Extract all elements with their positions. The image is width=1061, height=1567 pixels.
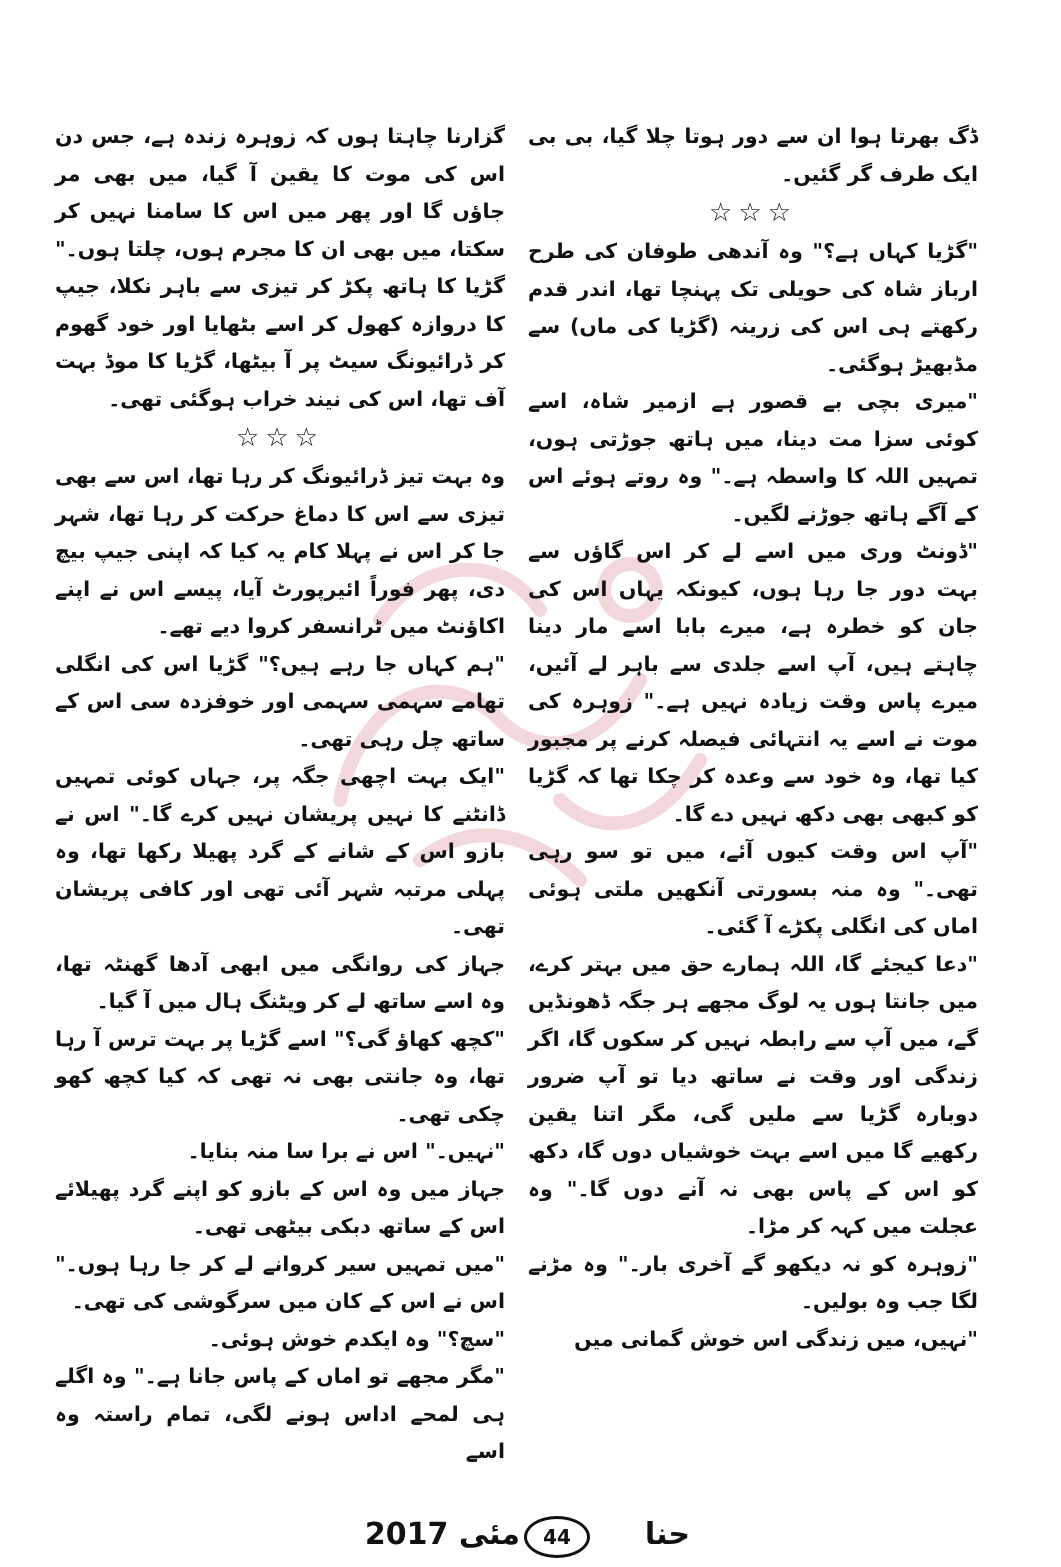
paragraph: وہ بہت تیز ڈرائیونگ کر رہا تھا، اس سے بھی تیزی سے اس کا دماغ حرکت کر رہا تھا، شہر جا کر اس نے پہلا کام یہ کیا کہ اپنی جیپ بیچ دی، پھر فوراً ائیرپورٹ آیا، پیسے اس نے اپنے اکاؤنٹ میں ٹرانسفر کروا دیے تھے۔ (55, 464, 505, 638)
paragraph: "دعا کیجئے گا، اللہ ہمارے حق میں بہتر کرے، میں جانتا ہوں یہ لوگ مجھے ہر جگہ ڈھونڈیں گے، میں آپ سے رابطہ نہیں کر سکوں گا، اگر زندگی اور وقت نے ساتھ دیا تو آپ ضرور دوبارہ گڑیا سے ملیں گی، مگر اتنا یقین رکھیے گا میں اسے بہت خوشیاں دوں گا، دکھ کو اس کے پاس بھی نہ آنے دوں گا۔" وہ عجلت میں کہہ کر مڑا۔ (528, 951, 978, 1238)
paragraph: "ایک بہت اچھی جگہ پر، جہاں کوئی تمہیں ڈانٹنے کا نہیں پریشان نہیں کرے گا۔" اس نے بازو اس کے شانے کے گرد پھیلا رکھا تھا، وہ پہلی مرتبہ شہر آئی تھی اور کافی پریشان تھی۔ (55, 764, 505, 938)
section-divider-stars: ☆☆☆ (236, 423, 324, 453)
paragraph: "نہیں، میں زندگی اس خوش گمانی میں (574, 1326, 978, 1351)
page-number: 44 (524, 1516, 590, 1558)
issue-date: مئی 2017 (364, 1517, 520, 1552)
section-divider-stars: ☆☆☆ (709, 198, 797, 228)
paragraph: "ہم کہاں جا رہے ہیں؟" گڑیا اس کی انگلی تھامے سہمی سہمی اور خوفزدہ سی اس کے ساتھ چل رہی تھی۔ (55, 651, 505, 751)
paragraph: "گڑیا کہاں ہے؟" وہ آندھی طوفان کی طرح ارباز شاہ کی حویلی تک پہنچا تھا، اندر قدم رکھتے ہی اس کی زرینہ (گڑیا کی ماں) سے مڈبھیڑ ہوگئی۔ (528, 239, 978, 376)
paragraph: "کچھ کھاؤ گی؟" اسے گڑیا پر بہت ترس آ رہا تھا، وہ جانتی بھی نہ تھی کہ کیا کچھ کھو چکی تھی۔ (55, 1026, 505, 1126)
paragraph: گزارنا چاہتا ہوں کہ زوہرہ زندہ ہے، جس دن اس کی موت کا یقین آ گیا، میں بھی مر جاؤں گا اور پھر میں اس کا سامنا نہیں کر سکتا، میں بھی ان کا مجرم ہوں، چلتا ہوں۔" گڑیا کا ہاتھ پکڑ کر تیزی سے باہر نکلا، جیپ کا دروازہ کھول کر اسے بٹھایا اور خود گھوم کر ڈرائیونگ سیٹ پر آ بیٹھا، گڑیا کا موڈ بہت آف تھا، اس کی نیند خراب ہوگئی تھی۔ (55, 124, 505, 411)
paragraph: ڈگ بھرتا ہوا ان سے دور ہوتا چلا گیا، بی بی ایک طرف گر گئیں۔ (528, 124, 978, 186)
paragraph: "میں تمہیں سیر کروانے لے کر جا رہا ہوں۔" اس نے اس کے کان میں سرگوشی کی تھی۔ (55, 1251, 505, 1313)
magazine-name: حنا (644, 1517, 690, 1552)
paragraph: "مگر مجھے تو اماں کے پاس جانا ہے۔" وہ اگلے ہی لمحے اداس ہونے لگی، تمام راستہ وہ اسے (55, 1364, 505, 1463)
paragraph: "میری بچی بے قصور ہے ازمیر شاہ، اسے کوئی سزا مت دینا، میں ہاتھ جوڑتی ہوں، تمہیں اللہ کا واسطہ ہے۔" وہ روتے ہوئے اس کے آگے ہاتھ جوڑنے لگیں۔ (528, 389, 978, 526)
page-footer (360, 1514, 690, 1558)
paragraph: جہاز میں وہ اس کے بازو کو اپنے گرد پھیلائے اس کے ساتھ دبکی بیٹھی تھی۔ (55, 1176, 505, 1238)
paragraph: "نہیں۔" اس نے برا سا منہ بنایا۔ (187, 1139, 505, 1163)
paragraph: جہاز کی روانگی میں ابھی آدھا گھنٹہ تھا، وہ اسے ساتھ لے کر ویٹنگ ہال میں آ گیا۔ (55, 951, 505, 1013)
left-column (55, 118, 505, 1471)
paragraph: "سچ؟" وہ ایکدم خوش ہوئی۔ (208, 1326, 505, 1351)
paragraph: "ڈونٹ وری میں اسے لے کر اس گاؤں سے بہت دور جا رہا ہوں، کیونکہ یہاں اس کی جان کو خطرہ ہے، میرے بابا اسے مار دینا چاہتے ہیں، آپ اسے جلدی سے باہر لے آئیں، میرے پاس وقت زیادہ نہیں ہے۔" زوہرہ کی موت نے اسے یہ انتہائی فیصلہ کرنے پر مجبور کیا تھا، وہ خود سے وعدہ کر چکا تھا کہ گڑیا کو کبھی بھی دکھ نہیں دے گا۔ (528, 539, 978, 826)
right-column (528, 118, 978, 1358)
paragraph: "زوہرہ کو نہ دیکھو گے آخری بار۔" وہ مڑنے لگا جب وہ بولیں۔ (528, 1251, 978, 1313)
paragraph: "آپ اس وقت کیوں آئے، میں تو سو رہی تھی۔" وہ منہ بسورتی آنکھیں ملتی ہوئی اماں کی انگلی پکڑے آ گئی۔ (528, 839, 978, 938)
